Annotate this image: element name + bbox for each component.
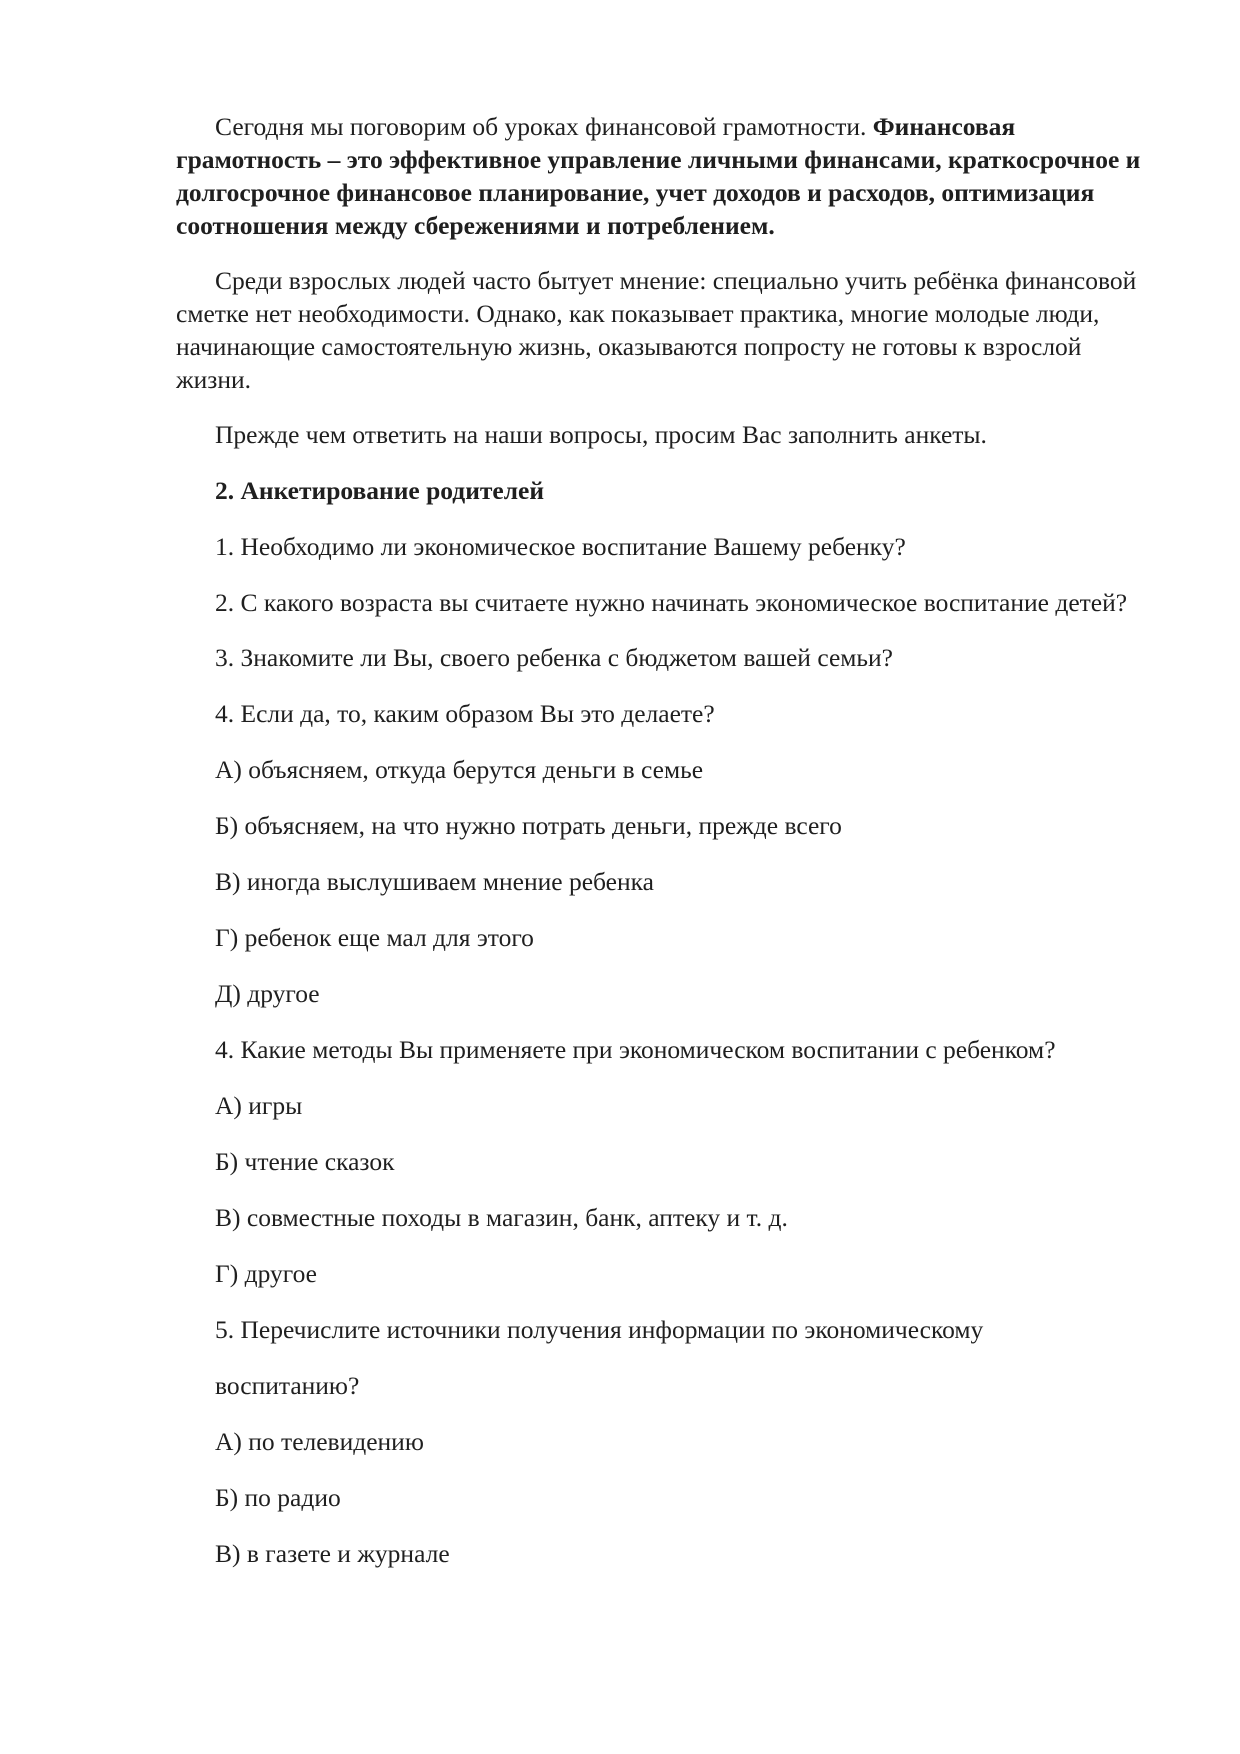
financial-literacy-definition: Финансовая грамотность – это эффективное управление личными финансами, краткосрочное и долгосрочное финансовое планирование, учет доходов и расходов, оптимизация соотношения между сбережениями и потреблением. bbox=[176, 112, 1141, 240]
question-4-budget-method: 4. Если да, то, каким образом Вы это делаете? bbox=[215, 699, 715, 728]
answer-option: Г) другое bbox=[215, 1259, 317, 1288]
intro-paragraph bbox=[176, 110, 1156, 242]
answer-option: В) в газете и журнале bbox=[215, 1539, 450, 1568]
survey-invitation-paragraph: Прежде чем ответить на наши вопросы, просим Вас заполнить анкеты. bbox=[215, 420, 987, 449]
answer-option: Б) по радио bbox=[215, 1483, 341, 1512]
answer-option: В) иногда выслушиваем мнение ребенка bbox=[215, 867, 654, 896]
question-5-line-1: 5. Перечислите источники получения информации по экономическому bbox=[215, 1315, 984, 1344]
question-2: 2. С какого возраста вы считаете нужно начинать экономическое воспитание детей? bbox=[215, 588, 1128, 617]
answer-option: Д) другое bbox=[215, 979, 320, 1008]
document-page bbox=[176, 110, 1156, 1593]
question-5-line-2: воспитанию? bbox=[215, 1371, 360, 1400]
question-1: 1. Необходимо ли экономическое воспитание Вашему ребенку? bbox=[215, 532, 906, 561]
question-3: 3. Знакомите ли Вы, своего ребенка с бюджетом вашей семьи? bbox=[215, 643, 893, 672]
answer-option: Б) объясняем, на что нужно потрать деньги, прежде всего bbox=[215, 811, 842, 840]
opinion-paragraph: Среди взрослых людей часто бытует мнение: специально учить ребёнка финансовой сметке нет необходимости. Однако, как показывает практика, многие молодые люди, начинающие самостоятельную жизнь, оказываются попросту не готовы к взрослой жизни. bbox=[176, 266, 1137, 394]
answer-option: А) по телевидению bbox=[215, 1427, 424, 1456]
answer-option: В) совместные походы в магазин, банк, аптеку и т. д. bbox=[215, 1203, 788, 1232]
answer-option: Г) ребенок еще мал для этого bbox=[215, 923, 534, 952]
answer-option: А) объясняем, откуда берутся деньги в семье bbox=[215, 755, 704, 784]
answer-option: А) игры bbox=[215, 1091, 303, 1120]
question-4-methods: 4. Какие методы Вы применяете при экономическом воспитании с ребенком? bbox=[215, 1035, 1056, 1064]
section-heading: 2. Анкетирование родителей bbox=[215, 476, 545, 505]
answer-option: Б) чтение сказок bbox=[215, 1147, 395, 1176]
intro-text: Сегодня мы поговорим об уроках финансовой грамотности. bbox=[215, 112, 873, 141]
